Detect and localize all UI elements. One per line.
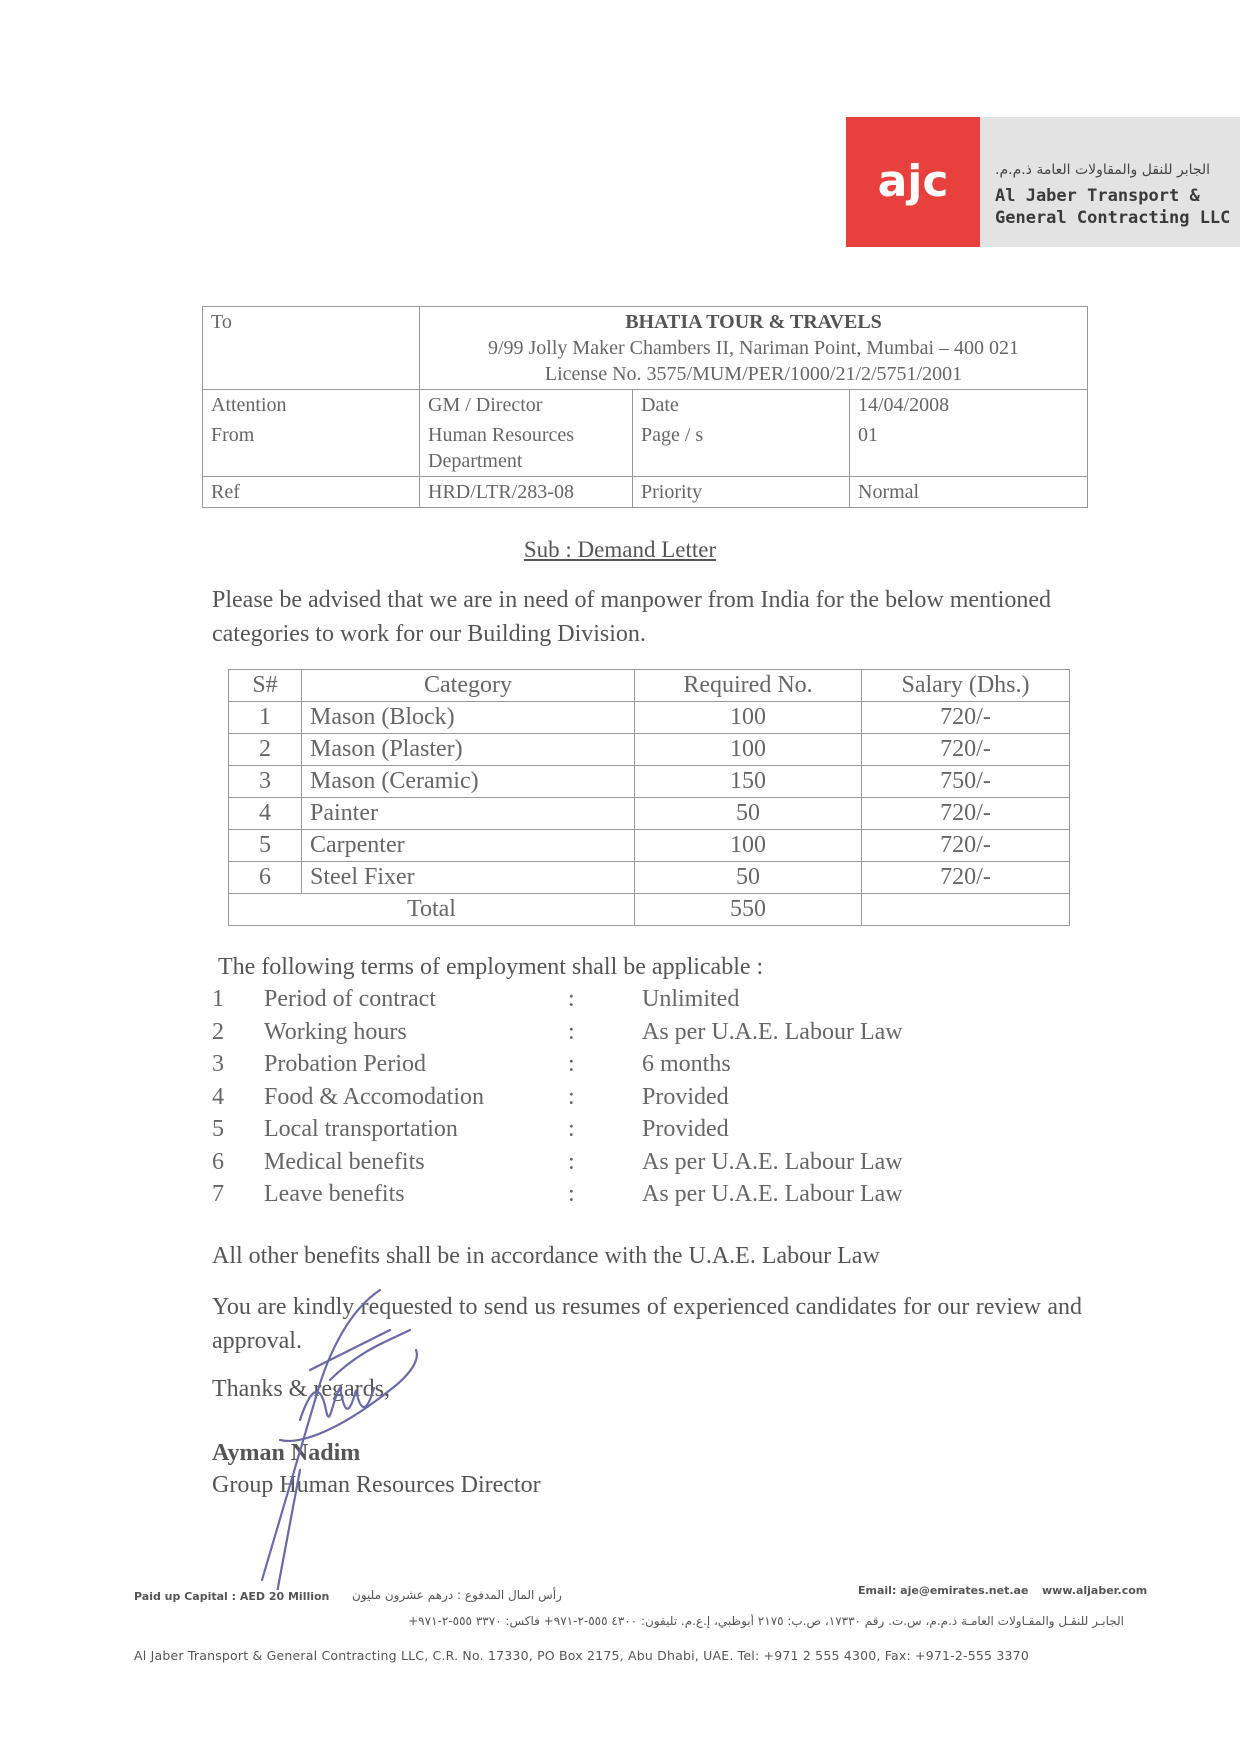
ref-label: Ref [203, 477, 420, 508]
pages-label: Page / s [633, 420, 850, 477]
table-cell: 6 [229, 862, 302, 894]
company-logo [846, 117, 980, 247]
company-name-line1: Al Jaber Transport & [995, 186, 1200, 206]
signatory-name: Ayman Nadim [212, 1440, 361, 1466]
table-row [229, 766, 1070, 798]
company-name-line2: General Contracting LLC [995, 208, 1231, 228]
term-value: Unlimited [642, 986, 740, 1012]
term-number: 1 [212, 986, 224, 1012]
letter-header-table [202, 306, 1088, 508]
footer-paid-up-capital: Paid up Capital : AED 20 Million [134, 1590, 330, 1603]
handwritten-signature [240, 1270, 540, 1590]
recipient-block [420, 307, 1088, 390]
ref-value: HRD/LTR/283-08 [420, 477, 633, 508]
table-cell: 720/- [862, 830, 1070, 862]
term-label: Probation Period [264, 1051, 426, 1077]
table-cell: 2 [229, 734, 302, 766]
table-cell: 150 [635, 766, 862, 798]
term-value: Provided [642, 1084, 729, 1110]
from-label: From [203, 420, 420, 477]
footer-arabic-line: الجابـر للنقـل والمقـاولات العامـة ذ.م.م، س.ت. رقم ١٧٣٣٠، ص.ب: ٢١٧٥ أبوظبي، إ.ع.م. تليفون: ٤٣٠٠ ٥٥٥-٢-٩٧١+ فاكس: ٣٣٧٠ ٥٥٥-٢-٩٧١+ [408, 1614, 1124, 1628]
table-cell: 720/- [862, 702, 1070, 734]
signatory-title: Group Human Resources Director [212, 1472, 541, 1498]
column-header: Category [302, 670, 635, 702]
intro-paragraph: Please be advised that we are in need of manpower from India for the below mentioned categories to work for our Building Division. [212, 587, 1052, 647]
svg-text:ajc: ajc [877, 156, 949, 207]
table-cell: 100 [635, 734, 862, 766]
subject-text: Sub : Demand Letter [523, 537, 717, 562]
total-label: Total [229, 894, 635, 926]
table-cell: 50 [635, 798, 862, 830]
footer-paid-up-capital-arabic: رأس المال المدفوع : درهم عشرون مليون [352, 1588, 562, 1602]
footer-english-line: Al Jaber Transport & General Contracting LLC, C.R. No. 17330, PO Box 2175, Abu Dhabi, UAE. Tel: +971 2 555 4300, Fax: +971-2-555 3370 [134, 1648, 1029, 1663]
term-separator: : [568, 1051, 575, 1077]
table-cell: 1 [229, 702, 302, 734]
term-number: 5 [212, 1116, 224, 1142]
table-cell: 3 [229, 766, 302, 798]
pages-value: 01 [850, 420, 1088, 477]
to-label: To [203, 307, 420, 390]
table-row [229, 702, 1070, 734]
table-row [229, 798, 1070, 830]
table-cell: 720/- [862, 798, 1070, 830]
term-separator: : [568, 986, 575, 1012]
column-header: Salary (Dhs.) [862, 670, 1070, 702]
term-separator: : [568, 1116, 575, 1142]
term-label: Local transportation [264, 1116, 458, 1142]
term-value: As per U.A.E. Labour Law [642, 1019, 903, 1045]
table-cell: Painter [302, 798, 635, 830]
term-value: 6 months [642, 1051, 731, 1077]
priority-label: Priority [633, 477, 850, 508]
ajc-logo-icon [871, 140, 955, 224]
table-cell: Mason (Plaster) [302, 734, 635, 766]
term-number: 3 [212, 1051, 224, 1077]
table-cell: 50 [635, 862, 862, 894]
term-number: 2 [212, 1019, 224, 1045]
table-cell: 5 [229, 830, 302, 862]
table-cell: 720/- [862, 734, 1070, 766]
column-header: S# [229, 670, 302, 702]
terms-intro: The following terms of employment shall be applicable : [218, 954, 764, 980]
table-cell: 720/- [862, 862, 1070, 894]
table-cell: Mason (Ceramic) [302, 766, 635, 798]
priority-value: Normal [850, 477, 1088, 508]
company-name-arabic: الجابر للنقل والمقاولات العامة ذ.م.م. [995, 162, 1211, 178]
table-cell: 100 [635, 830, 862, 862]
subject-line [0, 537, 1240, 563]
recipient-name: BHATIA TOUR & TRAVELS [625, 311, 882, 333]
term-label: Working hours [264, 1019, 407, 1045]
table-cell: Mason (Block) [302, 702, 635, 734]
table-cell: Steel Fixer [302, 862, 635, 894]
table-cell: 4 [229, 798, 302, 830]
term-separator: : [568, 1084, 575, 1110]
term-value: As per U.A.E. Labour Law [642, 1181, 903, 1207]
term-label: Food & Accomodation [264, 1084, 484, 1110]
column-header: Required No. [635, 670, 862, 702]
total-salary-empty [862, 894, 1070, 926]
request-paragraph: You are kindly requested to send us resumes of experienced candidates for our review and approval. [212, 1294, 1082, 1354]
table-row [229, 734, 1070, 766]
categories-header-row [229, 670, 1070, 702]
table-cell: 750/- [862, 766, 1070, 798]
recipient-license: License No. 3575/MUM/PER/1000/21/2/5751/2001 [544, 363, 963, 385]
attention-label: Attention [203, 390, 420, 421]
date-value: 14/04/2008 [850, 390, 1088, 421]
attention-value: GM / Director [420, 390, 633, 421]
footer-website: www.aljaber.com [1042, 1584, 1148, 1597]
closing-text: Thanks & regards, [212, 1376, 390, 1402]
term-label: Medical benefits [264, 1149, 425, 1175]
term-number: 6 [212, 1149, 224, 1175]
total-value: 550 [635, 894, 862, 926]
term-label: Leave benefits [264, 1181, 405, 1207]
benefits-note: All other benefits shall be in accordance with the U.A.E. Labour Law [212, 1243, 880, 1269]
term-value: Provided [642, 1116, 729, 1142]
term-number: 4 [212, 1084, 224, 1110]
table-cell: 100 [635, 702, 862, 734]
from-value: Human Resources Department [420, 420, 633, 477]
term-separator: : [568, 1181, 575, 1207]
term-separator: : [568, 1019, 575, 1045]
recipient-address: 9/99 Jolly Maker Chambers II, Nariman Point, Mumbai – 400 021 [487, 337, 1020, 359]
categories-table [228, 669, 1070, 926]
term-number: 7 [212, 1181, 224, 1207]
term-value: As per U.A.E. Labour Law [642, 1149, 903, 1175]
term-separator: : [568, 1149, 575, 1175]
total-row [229, 894, 1070, 926]
term-label: Period of contract [264, 986, 436, 1012]
table-cell: Carpenter [302, 830, 635, 862]
date-label: Date [633, 390, 850, 421]
table-row [229, 862, 1070, 894]
footer-email: Email: aje@emirates.net.ae [858, 1584, 1029, 1597]
table-row [229, 830, 1070, 862]
